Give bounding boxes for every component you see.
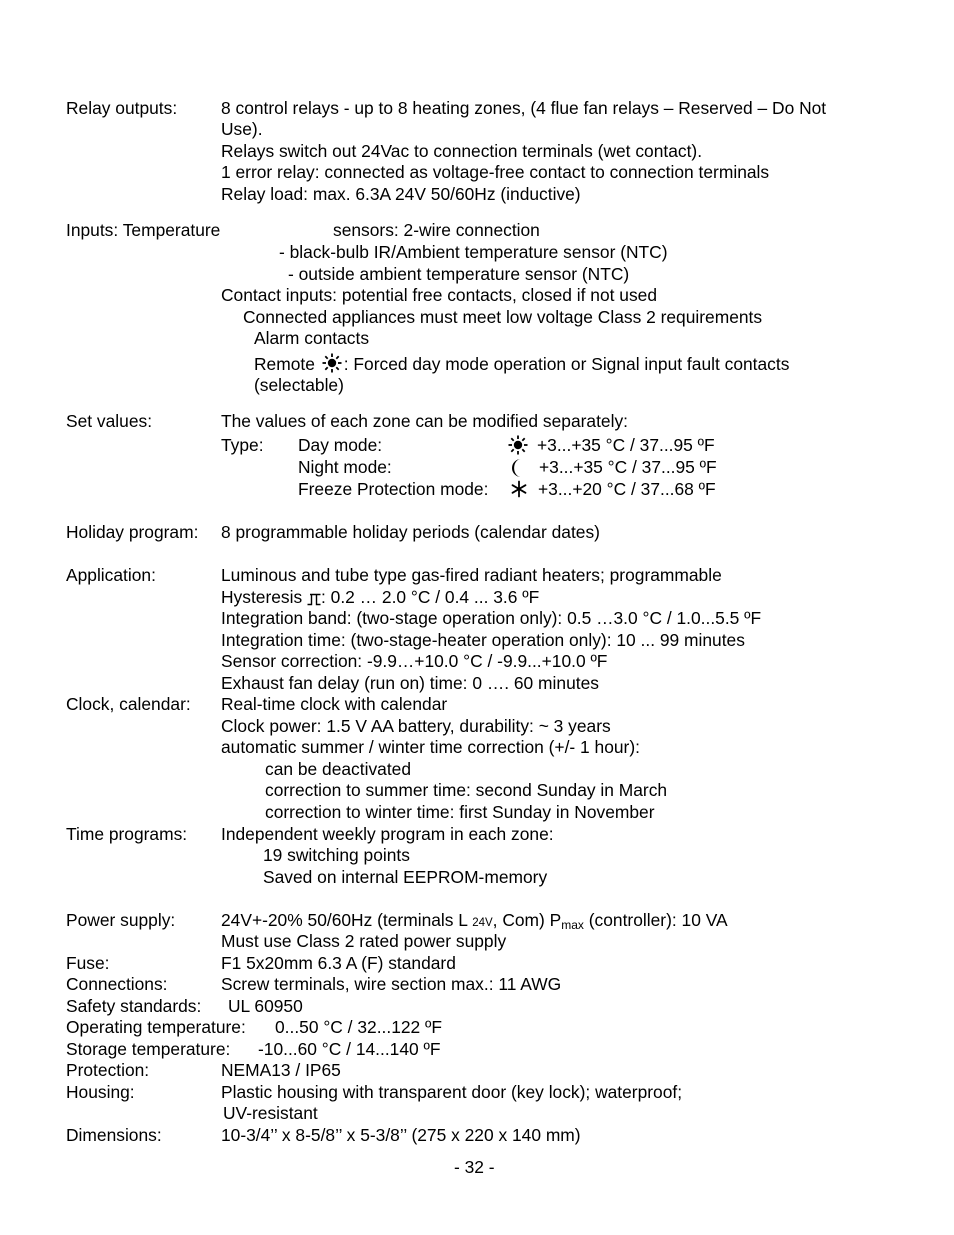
housing-line-2: UV-resistant (223, 1103, 318, 1123)
day-mode-label: Day mode: (298, 435, 383, 455)
power-terminal-sub: 24V (472, 917, 493, 929)
application-line-5: Sensor correction: -9.9…+10.0 °C / -9.9...+10.0 ºF (221, 651, 608, 671)
inputs-contact-text: Contact inputs: potential free contacts, closed if not used (221, 285, 657, 305)
connections-value: Screw terminals, wire section max.: 11 AWG (221, 974, 562, 994)
power-pmax-sub: max (561, 918, 584, 932)
application-line-6: Exhaust fan delay (run on) time: 0 …. 60 minutes (221, 673, 599, 693)
relay-outputs-line-1: 8 control relays - up to 8 heating zones, (4 flue fan relays – Reserved – Do Not (221, 98, 827, 118)
night-mode-range: +3...+35 °C / 37...95 ºF (539, 457, 717, 477)
application-hysteresis-line (221, 587, 539, 608)
inputs-remote-suffix: : Forced day mode operation or Signal input fault contacts (343, 354, 790, 374)
moon-icon (508, 458, 528, 478)
relay-outputs-label: Relay outputs: (66, 98, 178, 118)
protection-label: Protection: (66, 1060, 150, 1080)
connections-label: Connections: (66, 974, 168, 994)
dimensions-value: 10-3/4’’ x 8-5/8’’ x 5-3/8’’ (275 x 220 x 140 mm) (221, 1125, 581, 1145)
application-line-3: Integration band: (two-stage operation only): 0.5 …3.0 °C / 1.0...5.5 ºF (221, 608, 762, 628)
set-values-intro: The values of each zone can be modified separately: (221, 411, 628, 431)
relay-outputs-line-4: 1 error relay: connected as voltage-free contact to connection terminals (221, 162, 770, 182)
hysteresis-prefix: Hysteresis (221, 587, 303, 607)
relay-outputs-line-5: Relay load: max. 6.3A 24V 50/60Hz (inductive) (221, 184, 581, 204)
inputs-remote-line (254, 353, 789, 375)
page-number: - 32 - (454, 1157, 495, 1177)
inputs-sensors-text: sensors: 2-wire connection (333, 220, 540, 240)
clock-line-6: correction to winter time: first Sunday in November (265, 802, 655, 822)
fuse-label: Fuse: (66, 953, 110, 973)
safety-standards-value: UL 60950 (228, 996, 303, 1016)
inputs-sensor-2: - outside ambient temperature sensor (NTC) (288, 264, 630, 284)
housing-line-1: Plastic housing with transparent door (key lock); waterproof; (221, 1082, 683, 1102)
sun-icon (506, 435, 530, 455)
dimensions-label: Dimensions: (66, 1125, 162, 1145)
day-mode-range: +3...+35 °C / 37...95 ºF (537, 435, 715, 455)
inputs-class2-text: Connected appliances must meet low voltage Class 2 requirements (243, 307, 763, 327)
power-part-2: , Com) P (492, 910, 562, 930)
hysteresis-suffix: : 0.2 … 2.0 °C / 0.4 ... 3.6 ºF (321, 587, 540, 607)
holiday-label: Holiday program: (66, 522, 199, 542)
set-values-label: Set values: (66, 411, 153, 431)
clock-line-1: Real-time clock with calendar (221, 694, 448, 714)
clock-label: Clock, calendar: (66, 694, 191, 714)
time-programs-line-1: Independent weekly program in each zone: (221, 824, 554, 844)
application-line-4: Integration time: (two-stage-heater operation only): 10 ... 99 minutes (221, 630, 745, 650)
fuse-value: F1 5x20mm 6.3 A (F) standard (221, 953, 456, 973)
set-values-type-label: Type: (221, 435, 264, 455)
power-supply-line-2: Must use Class 2 rated power supply (221, 931, 507, 951)
application-line-1: Luminous and tube type gas-fired radiant heaters; programmable (221, 565, 722, 585)
relay-outputs-line-3: Relays switch out 24Vac to connection terminals (wet contact). (221, 141, 703, 161)
time-programs-line-2: 19 switching points (263, 845, 410, 865)
time-programs-line-3: Saved on internal EEPROM-memory (263, 867, 548, 887)
clock-line-2: Clock power: 1.5 V AA battery, durability: ~ 3 years (221, 716, 611, 736)
inputs-selectable-text: (selectable) (254, 375, 344, 395)
clock-line-4: can be deactivated (265, 759, 411, 779)
storage-temperature-label: Storage temperature: (66, 1039, 231, 1059)
snowflake-icon (510, 480, 528, 498)
power-part-3: (controller): 10 VA (583, 910, 728, 930)
inputs-label: Inputs: Temperature (66, 220, 221, 240)
operating-temperature-label: Operating temperature: (66, 1017, 246, 1037)
clock-line-5: correction to summer time: second Sunday in March (265, 780, 668, 800)
protection-value: NEMA13 / IP65 (221, 1060, 341, 1080)
power-supply-label: Power supply: (66, 910, 176, 930)
relay-outputs-line-2: Use). (221, 119, 263, 139)
inputs-remote-prefix: Remote (254, 354, 315, 374)
operating-temperature-value: 0...50 °C / 32...122 ºF (275, 1017, 443, 1037)
sun-icon (320, 353, 344, 373)
storage-temperature-value: -10...60 °C / 14...140 ºF (258, 1039, 441, 1059)
freeze-mode-range: +3...+20 °C / 37...68 ºF (538, 479, 716, 499)
clock-line-3: automatic summer / winter time correction (+/- 1 hour): (221, 737, 640, 757)
application-label: Application: (66, 565, 156, 585)
holiday-text: 8 programmable holiday periods (calendar dates) (221, 522, 600, 542)
freeze-mode-label: Freeze Protection mode: (298, 479, 489, 499)
time-programs-label: Time programs: (66, 824, 188, 844)
night-mode-label: Night mode: (298, 457, 392, 477)
inputs-alarm-text: Alarm contacts (254, 328, 370, 348)
safety-standards-label: Safety standards: (66, 996, 202, 1016)
power-part-1: 24V+-20% 50/60Hz (terminals L (221, 910, 468, 930)
housing-label: Housing: (66, 1082, 135, 1102)
inputs-sensor-1: - black-bulb IR/Ambient temperature sensor (NTC) (279, 242, 668, 262)
hysteresis-icon (307, 592, 321, 606)
